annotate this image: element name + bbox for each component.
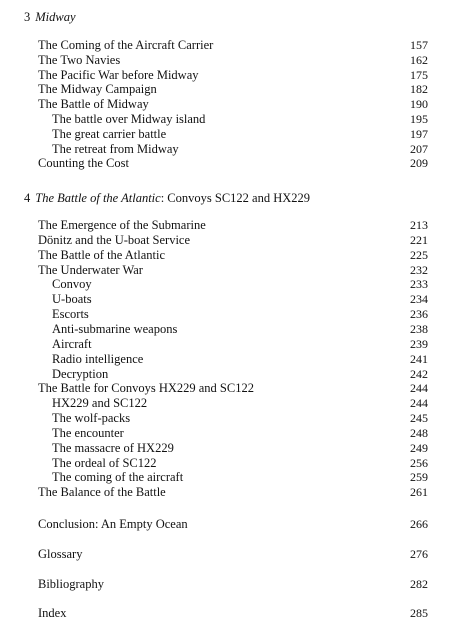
page-number: 207 bbox=[410, 141, 428, 156]
entry-title: Radio intelligence bbox=[52, 351, 144, 366]
page-number: 232 bbox=[410, 262, 428, 277]
entry-title: Convoy bbox=[52, 277, 92, 292]
entry-title: Anti-submarine weapons bbox=[52, 321, 178, 336]
page-number: 242 bbox=[410, 366, 428, 381]
page-number: 259 bbox=[410, 470, 428, 485]
chapter-number: 3 bbox=[24, 10, 31, 24]
page-number: 249 bbox=[410, 440, 428, 455]
page-number: 234 bbox=[410, 292, 428, 307]
entry-title: HX229 and SC122 bbox=[52, 396, 148, 411]
entry-title: Counting the Cost bbox=[38, 156, 129, 171]
chapter-subtitle: : Convoys SC122 and HX229 bbox=[160, 191, 311, 205]
entry-title: The Pacific War before Midway bbox=[38, 67, 199, 82]
entry-title: Dönitz and the U-boat Service bbox=[38, 232, 191, 247]
page-number: 282 bbox=[410, 577, 428, 591]
entry-title: Bibliography bbox=[38, 577, 104, 591]
entry-title: Escorts bbox=[52, 307, 89, 322]
entry-title: The Battle of Midway bbox=[38, 97, 149, 112]
entry-title: Index bbox=[38, 606, 67, 620]
page-number: 157 bbox=[410, 38, 428, 52]
chapter-heading bbox=[24, 9, 76, 25]
page-number: 236 bbox=[410, 307, 428, 322]
page-number: 182 bbox=[410, 82, 428, 97]
entry-title: The Midway Campaign bbox=[38, 82, 157, 97]
page-number: 241 bbox=[410, 351, 428, 366]
page-number: 162 bbox=[410, 52, 428, 67]
chapter-heading bbox=[24, 190, 310, 206]
entry-title: The great carrier battle bbox=[52, 126, 167, 141]
entry-title: The ordeal of SC122 bbox=[52, 455, 157, 470]
entry-title: U-boats bbox=[52, 292, 92, 307]
page-number: 233 bbox=[410, 277, 428, 292]
entry-title: The Battle for Convoys HX229 and SC122 bbox=[38, 381, 254, 396]
page-number: 245 bbox=[410, 411, 428, 426]
page-number: 175 bbox=[410, 67, 428, 82]
entry-title: The battle over Midway island bbox=[52, 112, 206, 126]
page-number: 248 bbox=[410, 425, 428, 440]
entry-title: The Balance of the Battle bbox=[38, 485, 166, 500]
entry-title: The Underwater War bbox=[38, 262, 143, 277]
entry-title: The encounter bbox=[52, 425, 124, 440]
page-number: 261 bbox=[410, 485, 428, 500]
entry-title: The Emergence of the Submarine bbox=[38, 218, 206, 232]
page-number: 239 bbox=[410, 336, 428, 351]
chapter-title: Midway bbox=[35, 10, 76, 24]
page-number: 221 bbox=[410, 232, 428, 247]
page-number: 256 bbox=[410, 455, 428, 470]
page-number: 190 bbox=[410, 97, 428, 112]
page-number: 244 bbox=[410, 381, 428, 396]
entry-title: The Coming of the Aircraft Carrier bbox=[38, 38, 214, 52]
entry-title: The coming of the aircraft bbox=[52, 470, 184, 485]
entry-title: Glossary bbox=[38, 547, 83, 561]
entry-title: The retreat from Midway bbox=[52, 141, 179, 156]
page-number: 276 bbox=[410, 547, 428, 561]
page-number: 209 bbox=[410, 156, 428, 171]
entry-title: Aircraft bbox=[52, 336, 92, 351]
entry-title: The massacre of HX229 bbox=[52, 440, 174, 455]
entry-title: Conclusion: An Empty Ocean bbox=[38, 517, 188, 531]
page-number: 197 bbox=[410, 126, 428, 141]
page-number: 213 bbox=[410, 218, 428, 232]
page-number: 266 bbox=[410, 517, 428, 531]
chapter-number: 4 bbox=[24, 191, 31, 205]
page-number: 238 bbox=[410, 321, 428, 336]
entry-title: Decryption bbox=[52, 366, 109, 381]
chapter-title: The Battle of the Atlantic bbox=[35, 191, 161, 205]
page-number: 244 bbox=[410, 396, 428, 411]
page-number: 195 bbox=[410, 112, 428, 126]
entry-title: The Two Navies bbox=[38, 52, 121, 67]
page-number: 285 bbox=[410, 606, 428, 620]
entry-title: The wolf-packs bbox=[52, 411, 131, 426]
entry-title: The Battle of the Atlantic bbox=[38, 247, 166, 262]
page-number: 225 bbox=[410, 247, 428, 262]
